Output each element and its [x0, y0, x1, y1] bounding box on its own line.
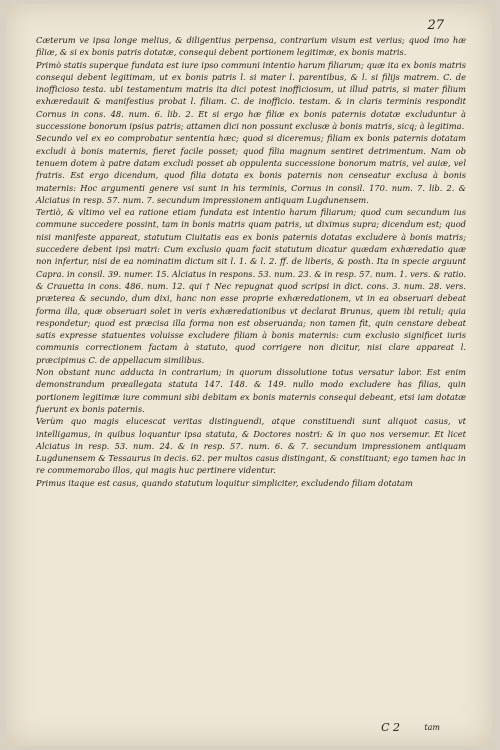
document-page: [6, 4, 492, 746]
paragraph-7: Primus itaque est casus, quando statutum loquitur simpliciter, excludendo filiam dotatam: [36, 477, 413, 488]
paragraph-2: Primò statis superque fundata est iure ipso communi intentio harum filiarum; quæ ita ex bonis matris consequi debent legitimam, ut ex bonis patris l. si mater l. parentibus, & l. si filijs matrem. C. de inofficioso testa. ubi testamentum matris ita dici potest inofficiosum, ut illud patris, si mater filium exhæredauit & manifestius probat l. filiam. C. de inofficio. testam. & in claris terminis respondit Cornus in cons. 48. num. 6. lib. 2. Et si ergo hæ filiæ ex bonis paternis dotatæ excluduntur à successione bonorum ipsius patris; attamen dici non possunt exclusæ à bonis matris, sicq; à legitima.: [36, 59, 466, 132]
page-number: 27: [427, 18, 444, 33]
body-text: [36, 34, 466, 489]
catchword: tam: [424, 723, 440, 732]
paragraph-6: Verùm quo magis elucescat veritas distinguendi, atque constituendi sunt aliquot casus, vt intelligamus, in quibus loquantur ipsa statuta, & Doctores nostri: & in quo nos versemur. Et licet Alciatus in resp. 53. num. 24. & in resp. 57. num. 6. & 7. secundum impressionem antiquam Lugdunensem & Tessaurus in decis. 62. per multos casus distingant, & constituant; ego tamen hac in re commemorabo illos, qui magis huc pertinere videntur.: [36, 416, 466, 476]
paragraph-5: Non obstant nunc adducta in contrarium; in quorum dissolutione totus versatur labor. Est enim demonstrandum præallegata statuta 147. 148. & 149. nullo modo excludere has filias, quin portionem legitimæ iure communi sibi debitam ex bonis maternis consequi debeant, etsi iam dotatæ fuerunt ex bonis paternis.: [36, 367, 466, 414]
paragraph-3: Secundo vel ex eo comprobatur sententia hæc; quod si diceremus; filiam ex bonis paternis dotatam excludi à bonis maternis, fieret facile posset; quod filia magnum sentiret detrimentum. Nam ob tenuem dotem à patre datam excludi posset ab oppulenta successione bonorum matris, vel auiæ, vel fratris. Est ergo dicendum, quod filia dotata ex bonis paternis non censeatur exclusa à bonis maternis: Hoc argumenti genere vsi sunt in his terminis, Cornus in consil. 170. num. 7. lib. 2. & Alciatus in resp. 57. num. 7. secundum impressionem antiquam Lugdunensem.: [36, 133, 466, 205]
paragraph-1: Cæterum ve ipsa longe melius, & diligentius perpensa, contrarium visum est verius; quod imo hæ filiæ, & si ex bonis patris dotatæ, consequi debent portionem legitimæ, ex bonis matris.: [36, 35, 466, 58]
paragraph-4: Tertiò, & vltimo vel ea ratione etiam fundata est intentio harum filiarum; quod cum secundum ius commune succedere possint, tam in bonis matris quam patris, ut diximus supra; dicendum est; quod nisi manifeste appareat, statutum Ciuitatis eas ex bonis paternis dotatas excludere à bonis matris; succedere debent ipsi matri: Cum exclusio quam facit statutum dicatur quædam exhæredatio quæ non infertur, nisi de ea nominatim dictum sit l. 1. & l. 2. ff. de liberis, & posth. Ita in specie arguunt Capra. in consil. 39. numer. 15. Alciatus in respons. 53. num. 23. & in resp. 57. num. 1. vers. & ratio. & Crauetta in cons. 486. num. 12. qui † Nec repugnat quod scripsi in dict. cons. 3. num. 28. vers. præterea & secundo, dum dixi, hanc non esse proprie exhæredationem, vt in ea obseruari debeat forma illa, quæ obseruari solet in veris exhæredationibus vt declarat Brunus, quem ibi retuli; quia respondetur; quod est præcisa illa forma non est obseruanda; non tamen fit, quin censtare debeat satis expresse statuentes voluisse excludere filiam à bonis maternis: cum exclusio significet iuris communis correctionem factam à statuto, quod corrigere non dicitur, nisi clare appareat l. præcipimus C. de appellacum similibus.: [36, 207, 466, 365]
signature-mark: C 2: [381, 721, 400, 734]
